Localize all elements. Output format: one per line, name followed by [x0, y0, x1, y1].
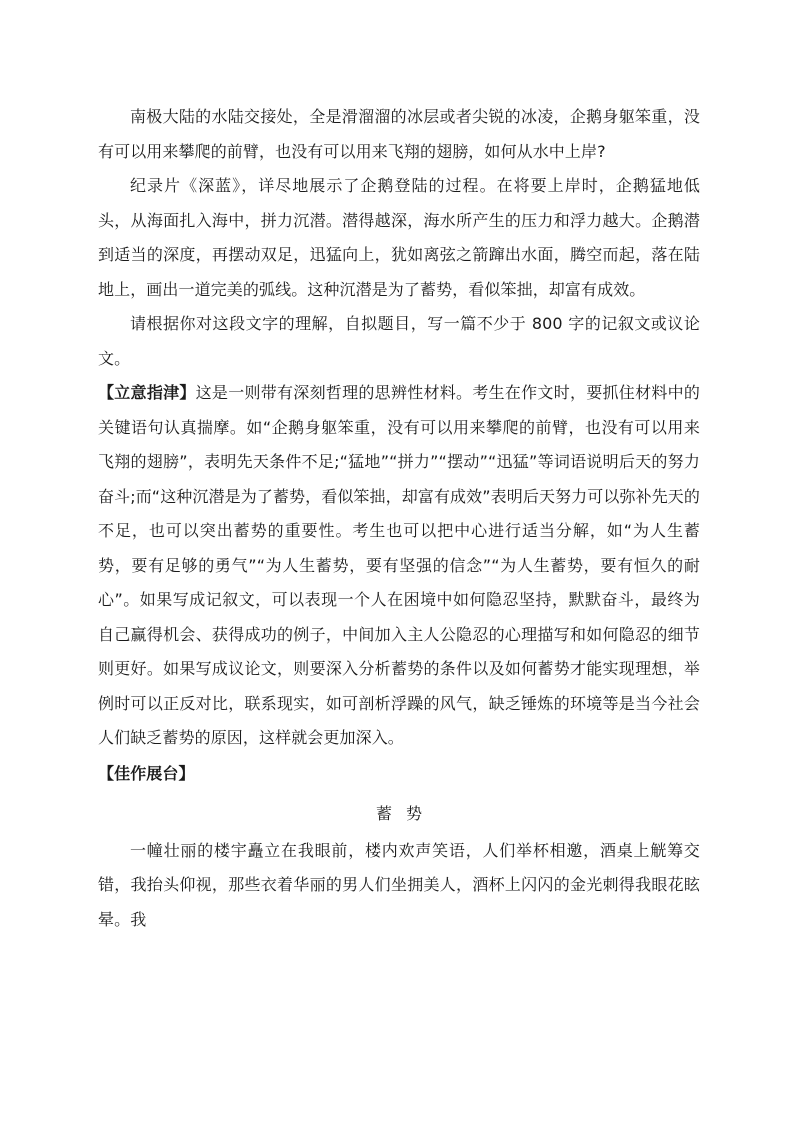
material-paragraph-1: 南极大陆的水陆交接处，全是滑溜溜的冰层或者尖锐的冰凌，企鹅身躯笨重，没有可以用来攀爬的前臂，也没有可以用来飞翔的翅膀，如何从水中上岸?: [98, 107, 700, 161]
essay-title: 蓄势: [375, 804, 436, 823]
guidance-label: 【立意指津】: [98, 383, 196, 402]
writing-prompt: 请根据你对这段文字的理解，自拟题目，写一篇不少于 800 字的记叙文或议论文。: [98, 314, 700, 368]
showcase-label: 【佳作展台】: [98, 763, 195, 783]
guidance-paragraph: [98, 376, 700, 756]
document-body: [98, 100, 700, 937]
showcase-heading: [98, 757, 700, 792]
essay-paragraph-1: 一幢壮丽的楼宇矗立在我眼前，楼内欢声笑语，人们举杯相邀，酒桌上觥筹交错，我抬头仰视，那些衣着华丽的男人们坐拥美人，酒杯上闪闪的金光刺得我眼花眩晕。我: [98, 840, 700, 929]
guidance-text: 这是一则带有深刻哲理的思辨性材料。考生在作文时，要抓住材料中的关键语句认真揣摩。如“企鹅身躯笨重，没有可以用来攀爬的前臂，也没有可以用来飞翔的翅膀”，表明先天条件不足;“猛地”“拼力”“摆动”“迅猛”等词语说明后天的努力奋斗;而“这种沉潜是为了蓄势，看似笨拙，却富有成效”表明后天努力可以弥补先天的不足，也可以突出蓄势的重要性。考生也可以把中心进行适当分解，如“为人生蓄势，要有足够的勇气”“为人生蓄势，要有坚强的信念”“为人生蓄势，要有恒久的耐心”。如果写成记叙文，可以表现一个人在困境中如何隐忍坚持，默默奋斗，最终为自己赢得机会、获得成功的例子，中间加入主人公隐忍的心理描写和如何隐忍的细节则更好。如果写成议论文，则要深入分析蓄势的条件以及如何蓄势才能实现理想，举例时可以正反对比，联系现实，如可剖析浮躁的风气，缺乏锤炼的环境等是当今社会人们缺乏蓄势的原因，这样就会更加深入。: [98, 383, 700, 747]
material-paragraph-2: 纪录片《深蓝》，详尽地展示了企鹅登陆的过程。在将要上岸时，企鹅猛地低头，从海面扎入海中，拼力沉潜。潜得越深，海水所产生的压力和浮力越大。企鹅潜到适当的深度，再摆动双足，迅猛向上，犹如离弦之箭蹿出水面，腾空而起，落在陆地上，画出一道完美的弧线。这种沉潜是为了蓄势，看似笨拙，却富有成效。: [98, 176, 700, 299]
